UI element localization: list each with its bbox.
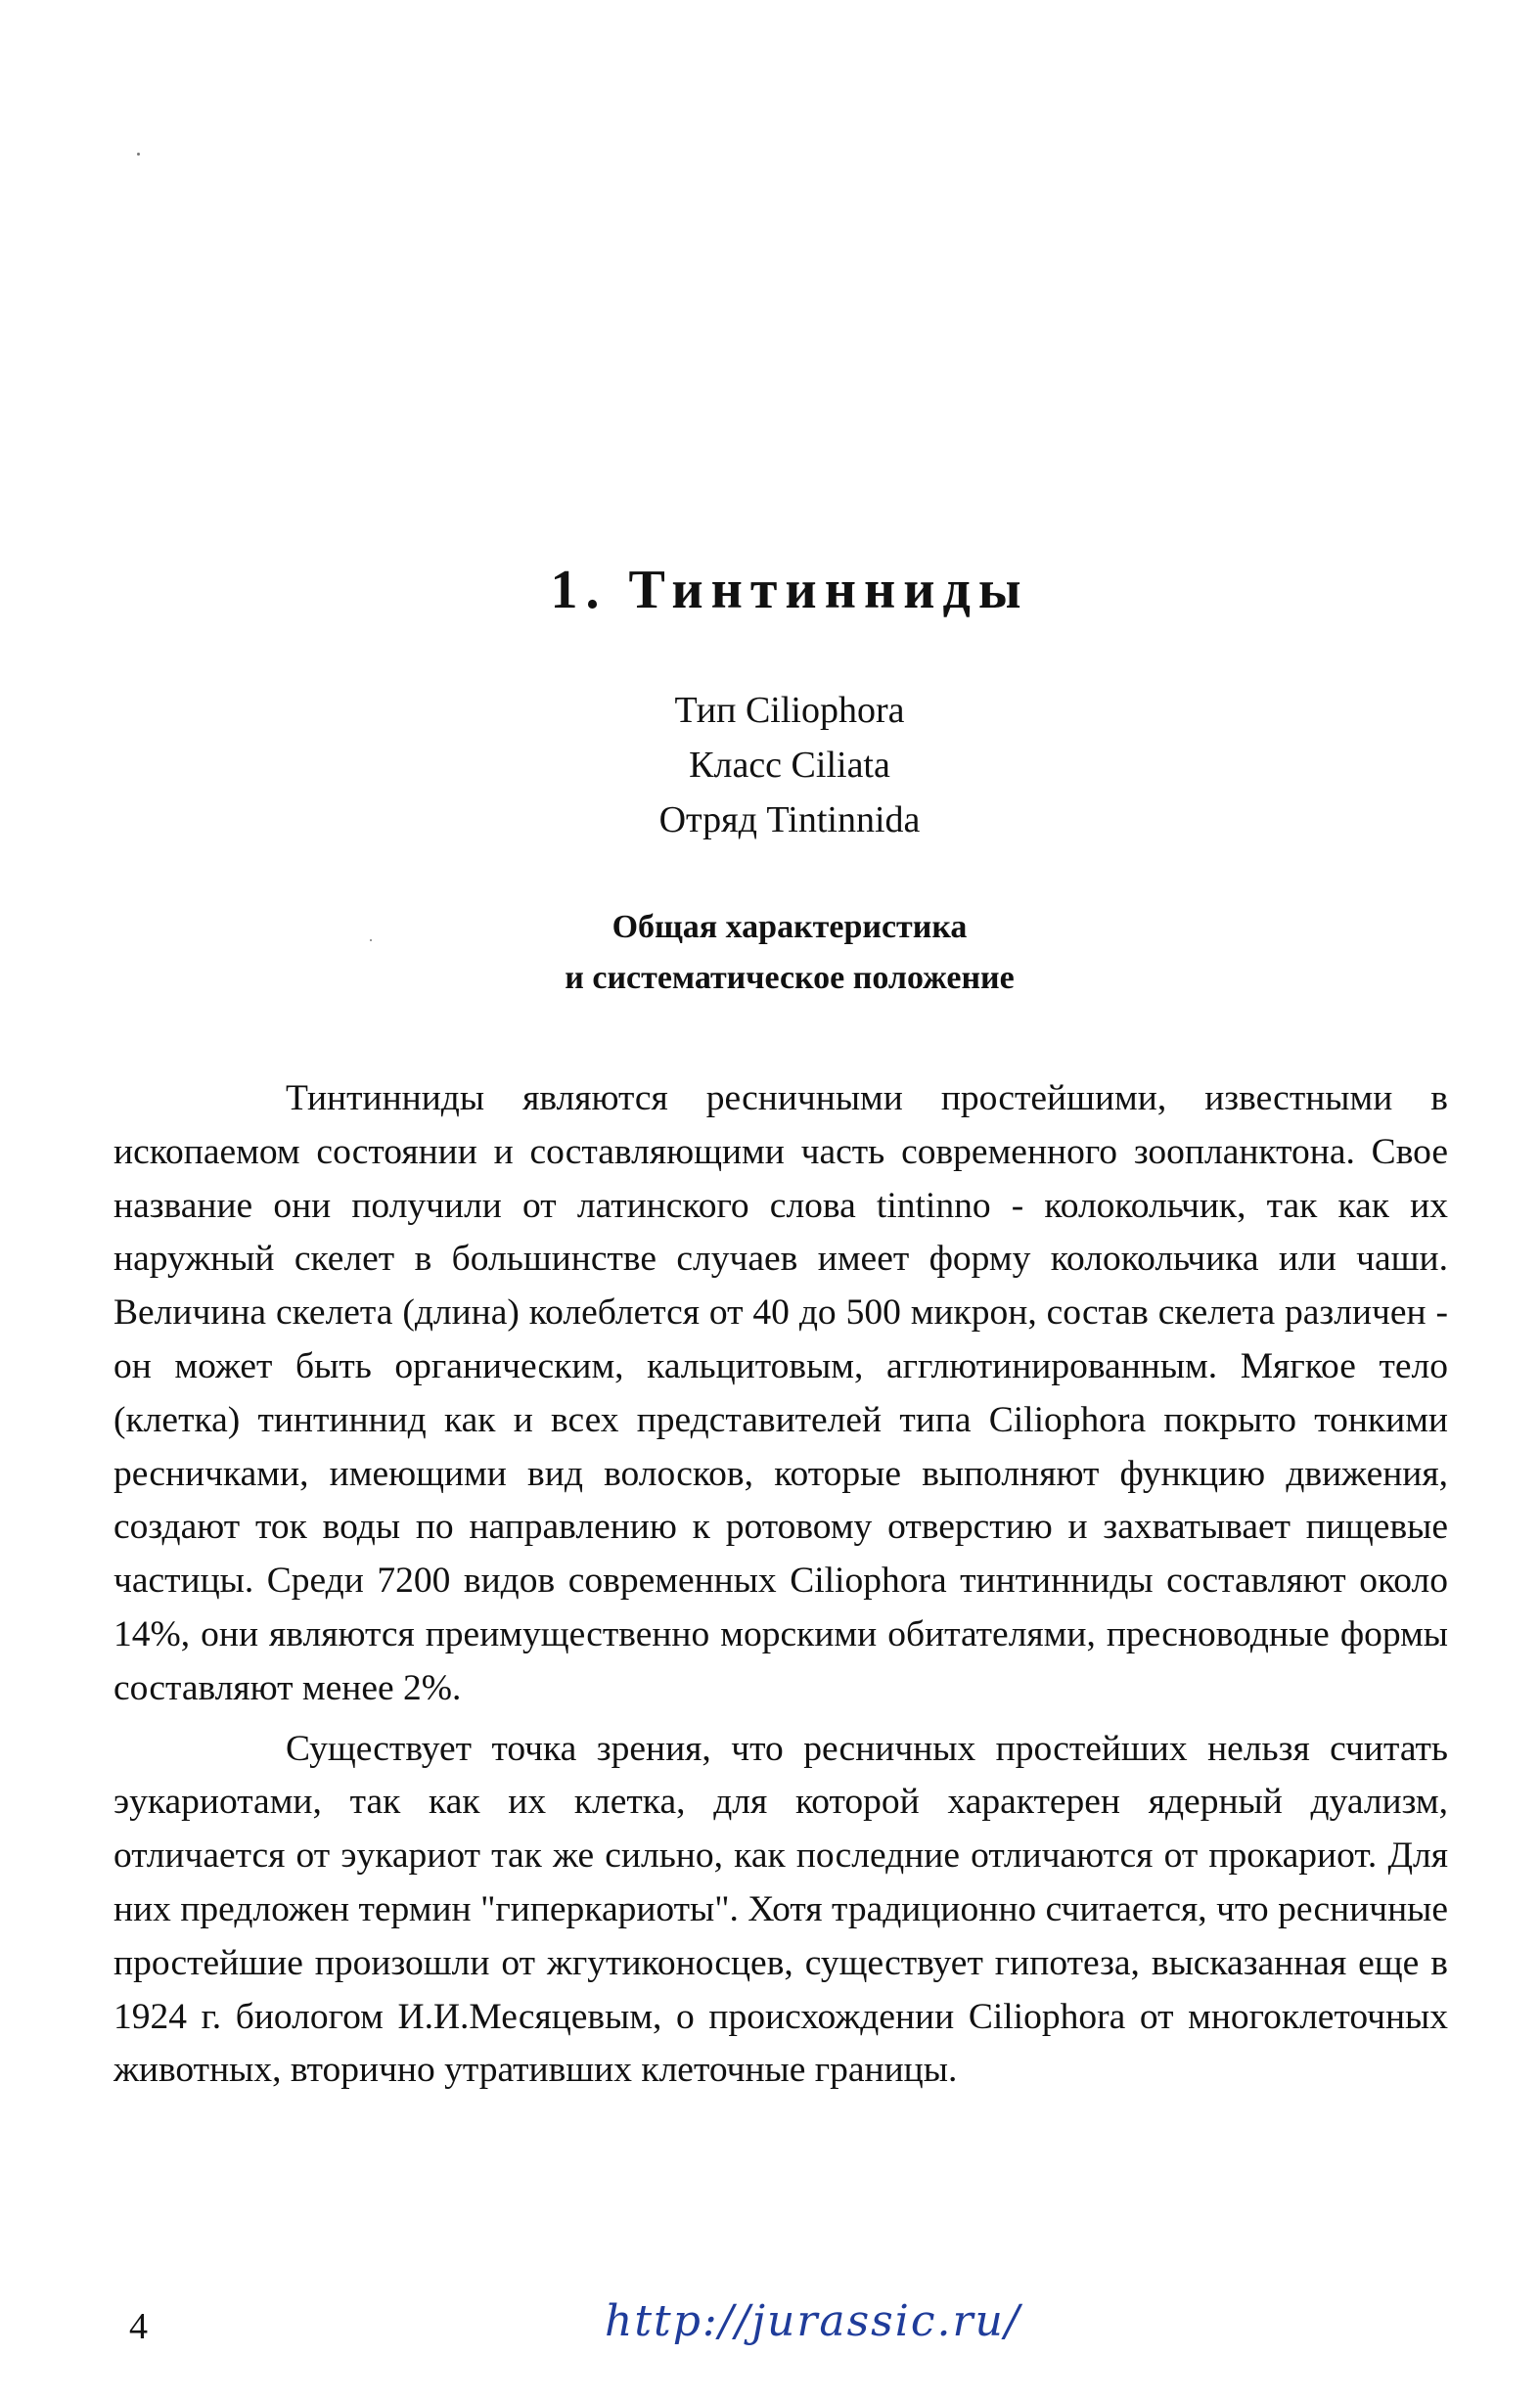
- taxonomy-block: [0, 683, 1540, 847]
- scan-speck: [137, 153, 140, 156]
- chapter-title: 1. Тинтинниды: [550, 560, 1029, 620]
- paragraph: Существует точка зрения, что ресничных простейших нельзя считать эукариотами, так как их клетка, для которой характерен ядерный дуализм, отличается от эукариот так же сильно, как последние отличаются от прокариот. Для них предложен термин "гиперкариоты". Хотя традиционно считается, что ресничные простейшие произошли от жгутиконосцев, существует гипотеза, высказанная еще в 1924 г. биологом И.И.Месяцевым, о происхождении Ciliophora от многоклеточных животных, вторично утративших клеточные границы.: [113, 1728, 1448, 2091]
- body-text: [113, 1072, 1448, 2098]
- taxonomy-type: Тип Ciliophora: [674, 690, 905, 731]
- section-heading-line: Общая характеристика: [611, 909, 968, 945]
- taxonomy-class: Класс Ciliata: [689, 745, 890, 786]
- paragraph: Тинтинниды являются ресничными простейшими, известными в ископаемом состоянии и составляющими часть современного зоопланктона. Свое название они получили от латинского слова tintinno - колокольчик, так как их наружный скелет в большинстве случаев имеет форму колокольчика или чаши. Величина скелета (длина) колеблется от 40 до 500 микрон, состав скелета различен - он может быть органическим, кальцитовым, агглютинированным. Мягкое тело (клетка) тинтиннид как и всех представителей типа Ciliophora покрыто тонкими ресничками, имеющими вид волосков, которые выполняют функцию движения, создают ток воды по направлению к ротовому отверстию и захватывает пищевые частицы. Среди 7200 видов современных Ciliophora тинтинниды составляют около 14%, они являются преимущественно морскими обитателями, пресноводные формы составляют менее 2%.: [113, 1078, 1448, 1708]
- section-heading-line: и систематическое положение: [565, 960, 1015, 996]
- page-number: 4: [129, 2306, 148, 2347]
- taxonomy-order: Отряд Tintinnida: [658, 799, 921, 840]
- watermark-url: http://jurassic.ru/: [605, 2296, 1021, 2346]
- section-heading: [0, 902, 1540, 1004]
